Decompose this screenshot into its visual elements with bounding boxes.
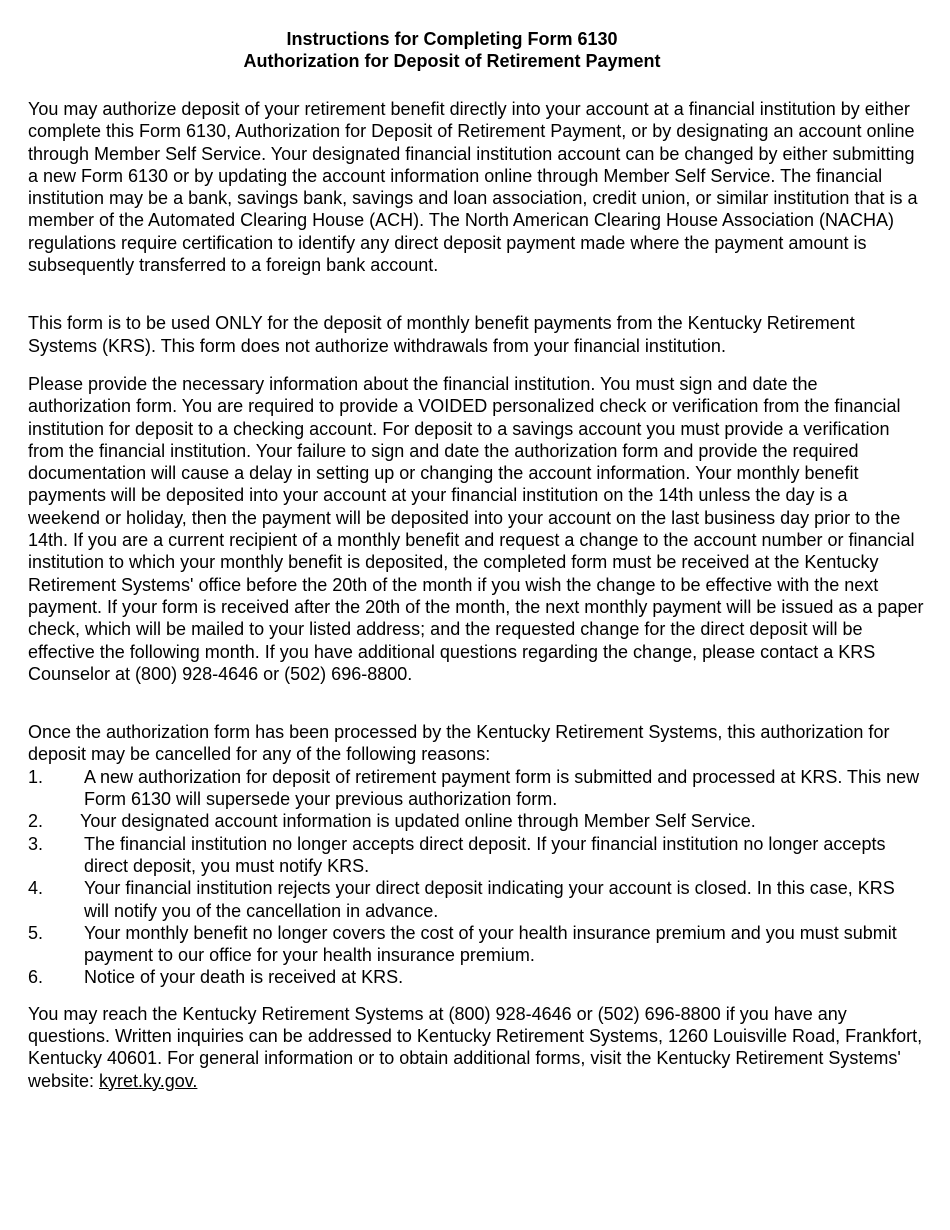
list-item-text: The financial institution no longer accepts direct deposit. If your financial institution no longer accepts direct deposit, you must notify KRS. (84, 833, 886, 876)
list-item-text: A new authorization for deposit of retirement payment form is submitted and processed at KRS. This new Form 6130 will supersede your previous authorization form. (84, 766, 920, 810)
list-item-number: 4. (28, 878, 44, 899)
list-item (28, 966, 924, 988)
paragraph-contact-information (28, 1003, 924, 1092)
list-item-number: 1. (28, 766, 44, 787)
document-subtitle: Authorization for Deposit of Retirement Payment (243, 51, 661, 71)
paragraph-cancellation-intro: Once the authorization form has been processed by the Kentucky Retirement Systems, this authorization for deposit may be cancelled for any of the following reasons: (28, 722, 890, 765)
list-item (28, 810, 924, 832)
paragraph-required-information: Please provide the necessary information about the financial institution. You must sign and date the authorization form. You are required to provide a VOIDED personalized check or verification from the financial institution for deposit to a checking account. For deposit to a savings account you must provide a verification from the financial institution. Your failure to sign and date the authorization form and provide the required documentation will cause a delay in setting up or changing the account information. Your monthly benefit payments will be deposited into your account at your financial institution on the 14th unless the day is a weekend or holiday, then the payment will be deposited into your account on the last business day prior to the 14th. If you are a current recipient of a monthly benefit and request a change to the account number or financial institution to which your monthly benefit is deposited, the completed form must be received at the Kentucky Retirement Systems' office before the 20th of the month if you wish the change to be effective with the next payment. If your form is received after the 20th of the month, the next monthly payment will be issued as a paper check, which will be mailed to your listed address; and the requested change for the direct deposit will be effective the following month. If you have additional questions regarding the change, please contact a KRS Counselor at (800) 928-4646 or (502) 696-8800. (28, 373, 924, 684)
contact-text: You may reach the Kentucky Retirement Systems at (800) 928-4646 or (502) 696-8800 if you have any questions. Written inquiries can be addressed to Kentucky Retirement Systems, 1260 Louisville Road, Frankfort, Kentucky 40601. For general information or to obtain additional forms, visit the Kentucky Retirement Systems' website: (28, 1003, 923, 1091)
list-item (28, 833, 924, 878)
paragraph-authorization-overview: You may authorize deposit of your retirement benefit directly into your account at a financial institution by either complete this Form 6130, Authorization for Deposit of Retirement Payment, or by designating an account online through Member Self Service. Your designated financial institution account can be changed by either submitting a new Form 6130 or by updating the account information online through Member Self Service. The financial institution may be a bank, savings bank, savings and loan association, credit union, or similar institution that is a member of the Automated Clearing House (ACH). The North American Clearing House Association (NACHA) regulations require certification to identify any direct deposit payment made where the payment amount is subsequently transferred to a foreign bank account. (28, 99, 918, 276)
document-title-block (4, 28, 900, 72)
list-item-number: 2. (28, 811, 44, 832)
list-item-number: 5. (28, 922, 44, 943)
list-item-text: Your monthly benefit no longer covers the cost of your health insurance premium and you must submit payment to our office for your health insurance premium. (84, 922, 897, 966)
document-page (28, 28, 924, 1092)
website-link[interactable]: kyret.ky.gov. (99, 1070, 198, 1091)
list-item-number: 3. (28, 833, 44, 854)
list-item-text: Notice of your death is received at KRS. (84, 967, 404, 988)
list-item (28, 766, 924, 811)
list-item (28, 922, 924, 967)
list-item (28, 877, 924, 922)
document-title: Instructions for Completing Form 6130 (286, 29, 618, 49)
list-item-text: Your financial institution rejects your direct deposit indicating your account is closed. In this case, KRS will notify you of the cancellation in advance. (84, 878, 895, 921)
paragraph-form-usage: This form is to be used ONLY for the deposit of monthly benefit payments from the Kentucky Retirement Systems (KRS). This form does not authorize withdrawals from your financial institution. (28, 313, 855, 356)
cancellation-reasons-list (28, 766, 924, 989)
list-item-text: Your designated account information is updated online through Member Self Service. (80, 811, 756, 832)
list-item-number: 6. (28, 967, 44, 988)
